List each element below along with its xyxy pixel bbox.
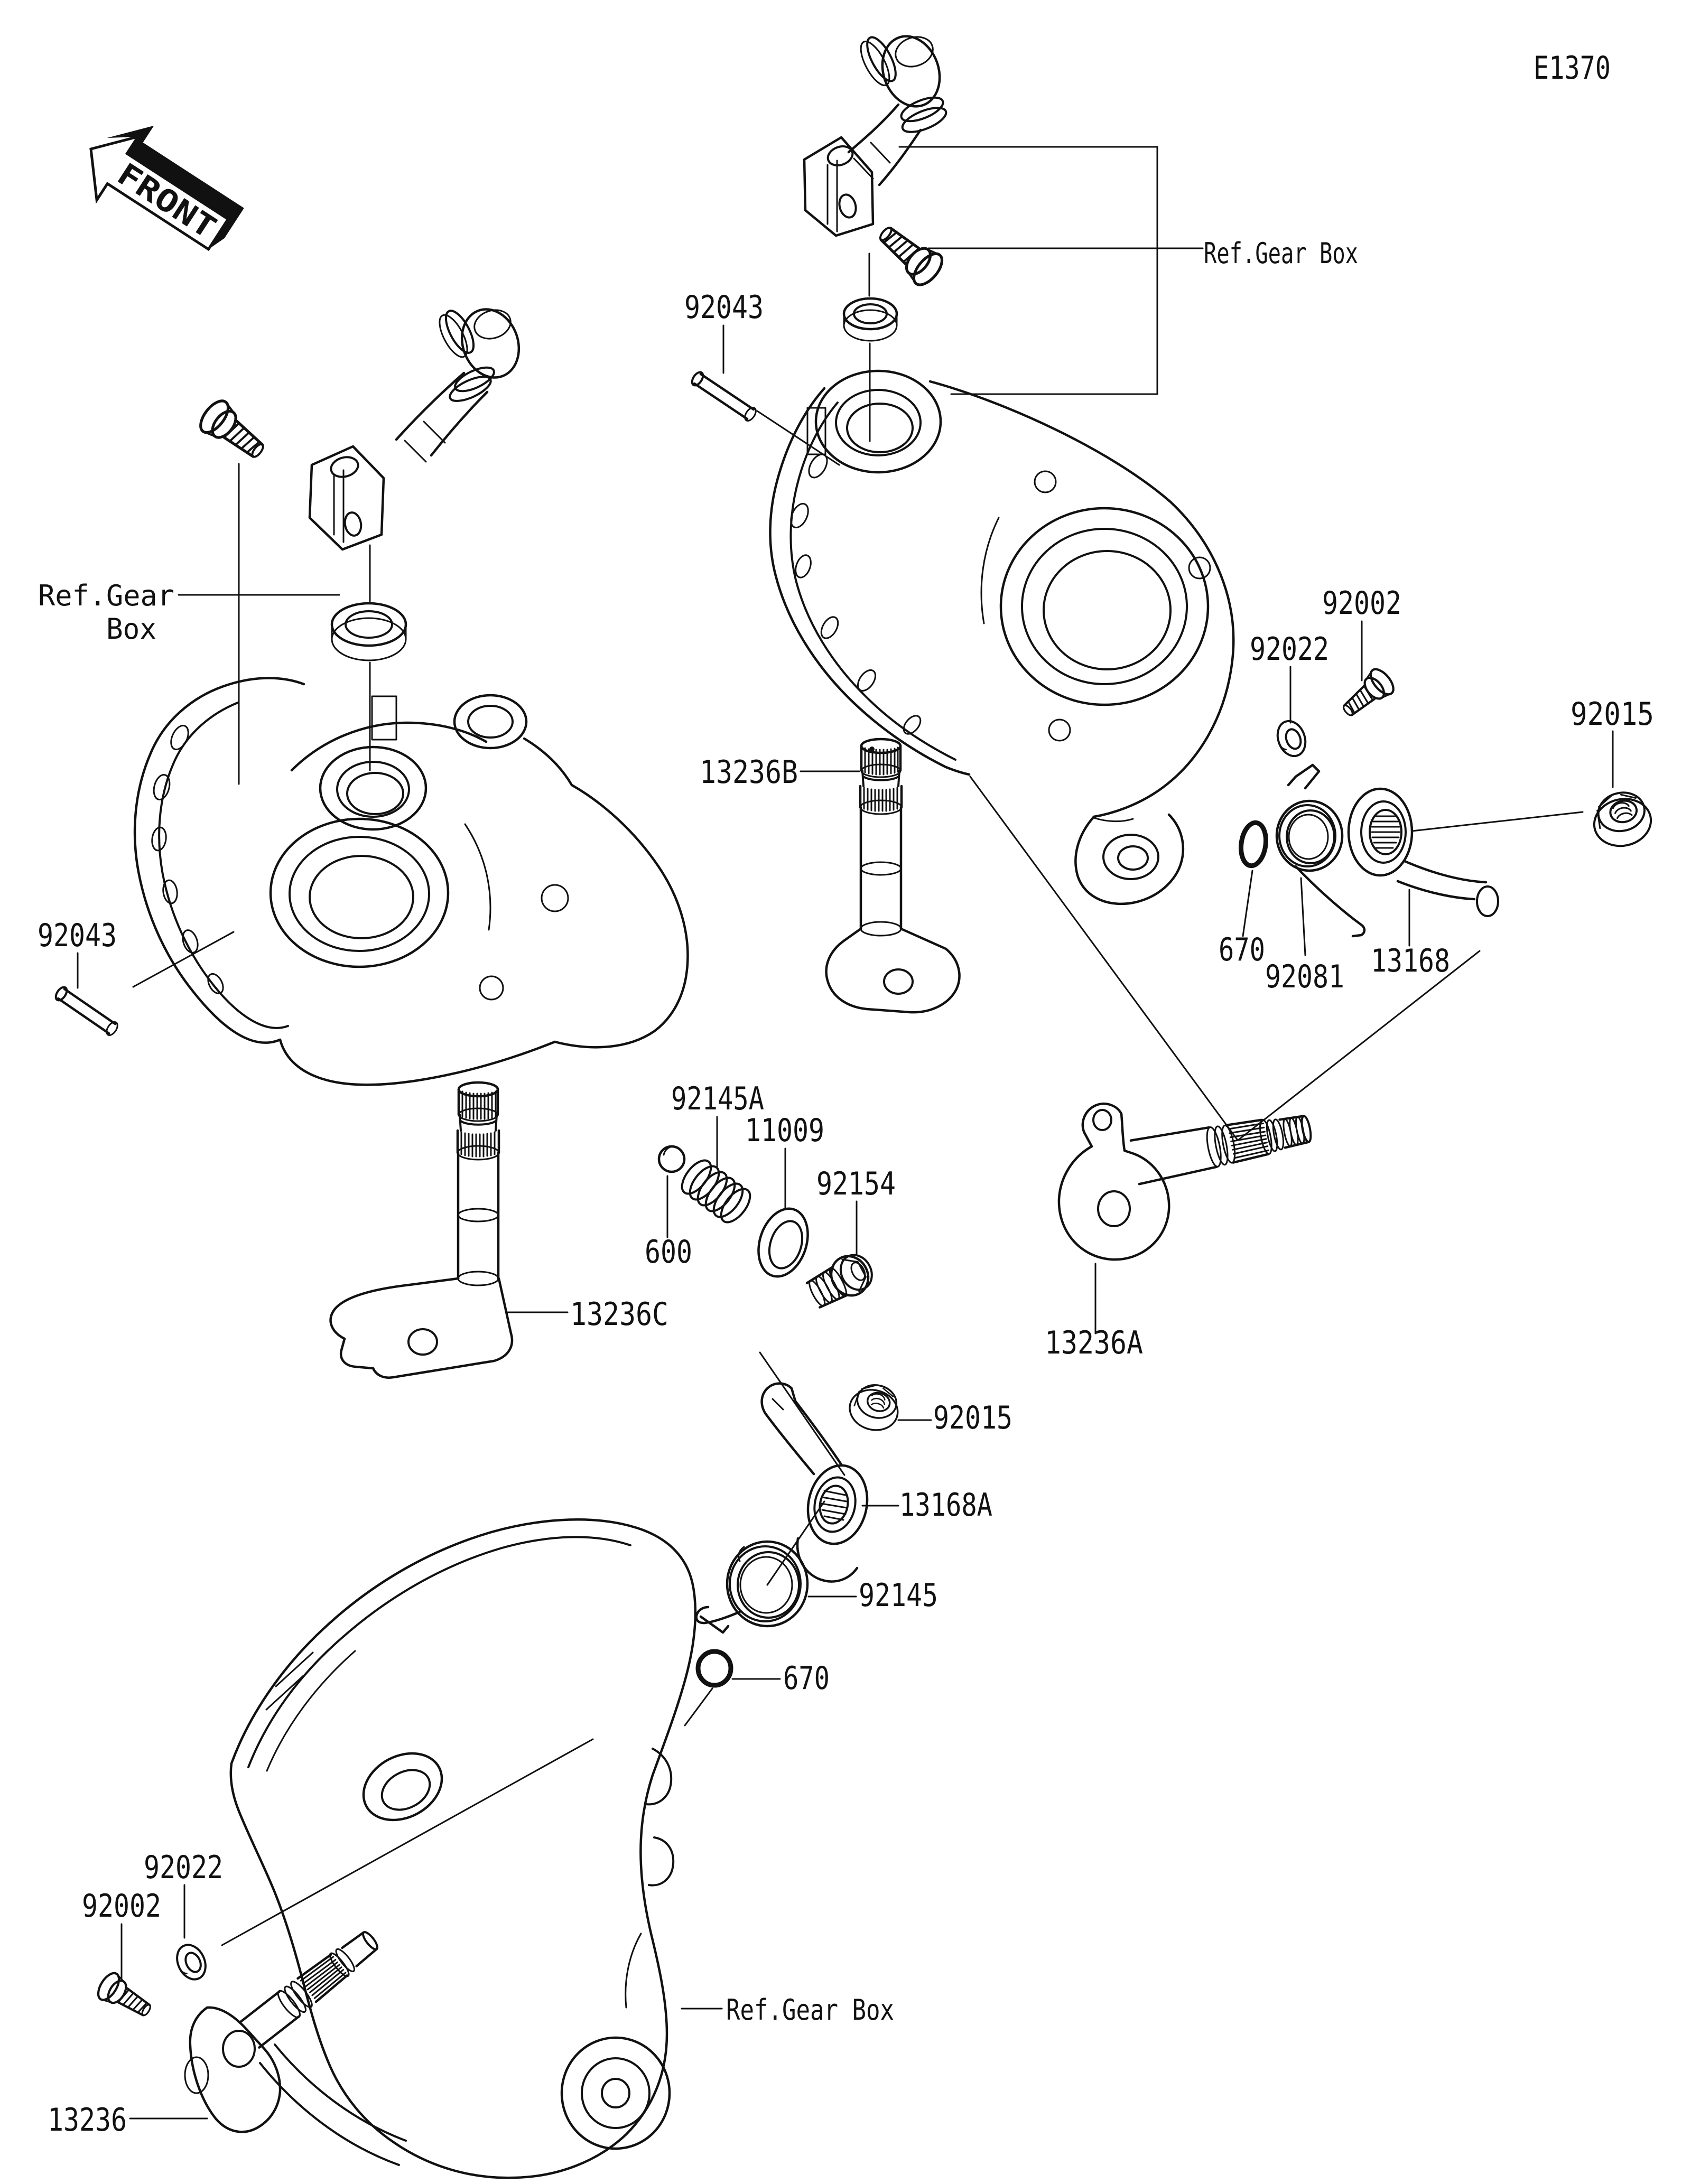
part-label-13168: 13168 [1371,942,1450,979]
pin-92043-top [690,370,758,423]
gasket-11009 [750,1202,816,1283]
steel-ball-600 [659,1146,684,1172]
nut-92015-mid [845,1379,904,1435]
part-label-600: 600 [645,1234,692,1271]
part-label-92015-mid: 92015 [933,1399,1012,1436]
spring-92145a [676,1155,756,1227]
shift-shaft-13236c [331,1082,512,1378]
gearbox-housing-bottom [231,1519,695,2178]
plug-92154 [804,1248,879,1313]
part-label-13236: 13236 [48,2102,127,2139]
ref-gear-box-bottom: Ref.Gear Box [726,1993,894,2027]
shift-shaft-13236a [1059,1104,1314,1259]
part-labels [38,237,1654,2139]
part-label-13236a: 13236A [1045,1324,1143,1361]
part-label-92081: 92081 [1265,958,1344,995]
front-arrow [69,104,255,269]
shift-shaft-13236b [826,739,960,1012]
o-ring-670-right [1239,821,1269,867]
part-label-92022-right: 92022 [1250,631,1329,668]
part-label-670-mid: 670 [783,1660,830,1697]
part-label-13236c: 13236C [570,1296,668,1333]
bolt-92002-right [1336,665,1398,723]
washer-92022-right [1273,717,1310,760]
pin-92043-left [54,985,120,1037]
part-label-13168a: 13168A [899,1487,992,1524]
torsion-spring-92145 [696,1542,807,1632]
shift-shaft-13236 [185,1926,383,2132]
part-label-92145: 92145 [859,1577,938,1614]
nut-92015-right [1588,788,1655,851]
part-label-92015-right: 92015 [1571,696,1654,733]
part-label-13236b: 13236B [700,754,798,791]
o-ring-670-mid [698,1651,731,1685]
part-label-92002-bottom: 92002 [82,1888,161,1925]
bolt-92002-bottom [94,1970,156,2024]
seal-ring-top [844,298,897,341]
front-label: FRONT [111,155,208,237]
shift-lever-top [804,28,949,290]
part-label-92043-top: 92043 [684,289,764,326]
part-label-92022-bottom: 92022 [144,1849,223,1886]
part-label-11009: 11009 [745,1112,824,1149]
ref-gear-box-top: Ref.Gear Box [1204,237,1358,270]
ref-gear-left-line1: Ref.Gear [38,579,174,612]
diagram-code: E1370 [1534,50,1611,87]
part-label-92043-left: 92043 [38,917,117,954]
gearbox-housing-top [770,371,1233,904]
part-label-92145a: 92145A [671,1080,764,1117]
gear-shift-lever-13168 [1349,789,1498,916]
part-label-670-right: 670 [1219,931,1265,968]
part-label-92002-right: 92002 [1322,585,1401,622]
seal-ring-left [332,603,406,660]
part-label-92154: 92154 [816,1165,896,1202]
gear-shift-lever-13168a [762,1384,875,1582]
washer-92022-bottom [172,1940,211,1984]
shift-lever-left [196,301,528,549]
gearbox-housing-left [135,678,687,1085]
ref-gear-left-line2: Box [106,612,156,646]
